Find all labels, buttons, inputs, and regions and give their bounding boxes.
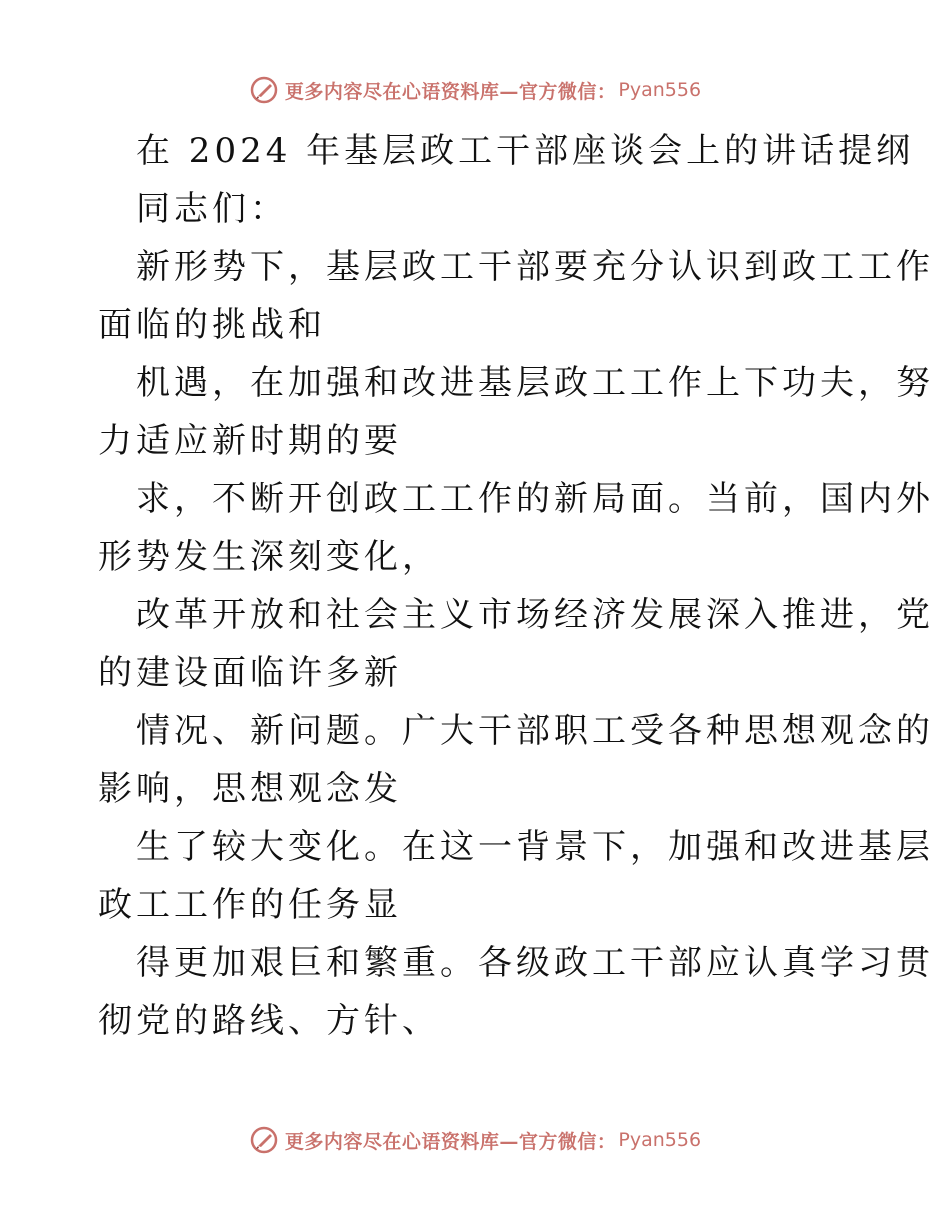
paragraph-line: 求，不断开创政工工作的新局面。当前，国内外	[136, 479, 934, 519]
paragraph-line: 机遇，在加强和改进基层政工工作上下功夫，努	[136, 363, 934, 403]
paragraph-line: 彻党的路线、方针、	[98, 1001, 440, 1041]
paragraph-line: 政工工作的任务显	[98, 885, 402, 925]
feather-pen-icon	[249, 1125, 279, 1155]
paragraph-line: 面临的挑战和	[98, 305, 326, 345]
paragraph-line: 力适应新时期的要	[98, 421, 402, 461]
watermark-wechat-id: Pyan556	[618, 79, 702, 101]
paragraph-line: 形势发生深刻变化，	[98, 537, 440, 577]
paragraph-line: 的建设面临许多新	[98, 653, 402, 693]
paragraph-line: 影响，思想观念发	[98, 769, 402, 809]
watermark-site-text: 更多内容尽在心语资料库—官方微信：	[284, 1130, 617, 1153]
paragraph-line: 情况、新问题。广大干部职工受各种思想观念的	[136, 711, 934, 751]
header-watermark	[0, 70, 950, 110]
paragraph-line: 新形势下，基层政工干部要充分认识到政工工作	[136, 247, 934, 287]
paragraph-line: 生了较大变化。在这一背景下，加强和改进基层	[136, 827, 934, 867]
greeting: 同志们：	[136, 189, 288, 229]
document-body	[98, 122, 934, 1050]
watermark-wechat-id: Pyan556	[618, 1129, 702, 1151]
document-title: 在 2024 年基层政工干部座谈会上的讲话提纲	[136, 131, 915, 171]
paragraph-line: 改革开放和社会主义市场经济发展深入推进，党	[136, 595, 934, 635]
paragraph-line: 得更加艰巨和繁重。各级政工干部应认真学习贯	[136, 943, 934, 983]
feather-pen-icon	[249, 75, 279, 105]
watermark-site-text: 更多内容尽在心语资料库—官方微信：	[284, 80, 617, 103]
footer-watermark	[0, 1120, 950, 1160]
